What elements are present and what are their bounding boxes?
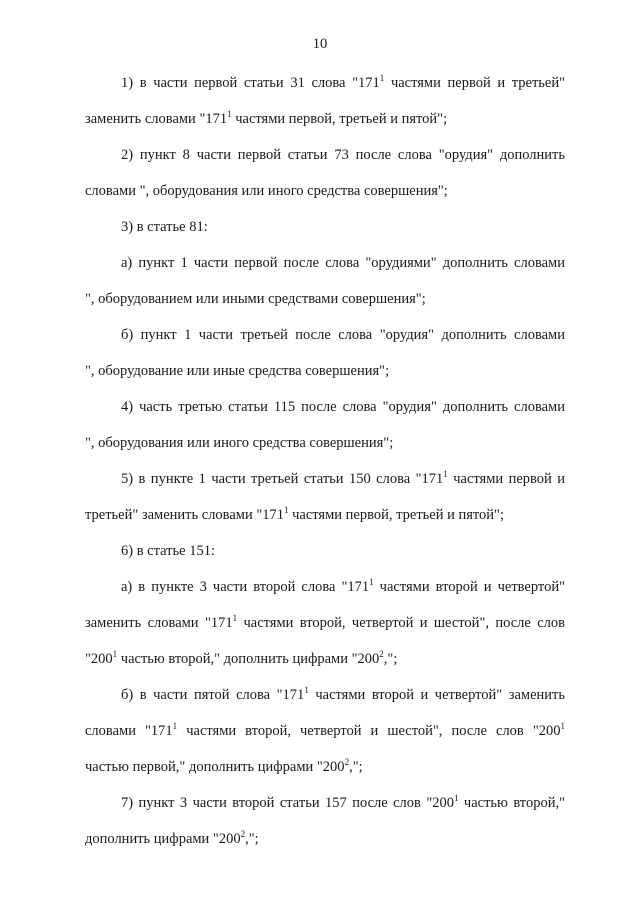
paragraph-line [121, 218, 208, 236]
superscript: 1 [369, 577, 374, 588]
paragraph-line [121, 686, 565, 704]
paragraph-line [121, 146, 565, 164]
superscript: 1 [227, 109, 232, 120]
text-run: дополнить цифрами "200 [85, 831, 241, 847]
paragraph-line [121, 542, 215, 560]
text-run: частями первой, третьей и пятой"; [231, 111, 448, 127]
text-run: 2) пункт 8 части первой статьи 73 после слова "орудия" дополнить [121, 147, 565, 163]
superscript: 1 [443, 469, 448, 480]
text-run: словами ", оборудования или иного средства совершения"; [85, 183, 448, 199]
text-run: а) в пункте 3 части второй слова "171 [121, 579, 370, 595]
text-run: ,"; [349, 759, 363, 775]
paragraph-line [121, 254, 565, 272]
paragraph-line [85, 362, 389, 380]
paragraph-line [85, 110, 447, 128]
text-run: ,"; [383, 651, 398, 667]
text-run: 4) часть третью статьи 115 после слова "орудия" дополнить словами [121, 399, 565, 415]
paragraph-line [121, 326, 565, 344]
page-number: 10 [312, 36, 328, 52]
text-run: заменить словами "171 [85, 615, 233, 631]
text-run: 1) в части первой статьи 31 слова "171 [121, 75, 380, 91]
text-run: частями второй и четвертой" заменить [308, 687, 565, 703]
text-run: 7) пункт 3 части второй статьи 157 после слов "200 [121, 795, 454, 811]
text-run: ", оборудованием или иными средствами совершения"; [85, 291, 426, 307]
text-run: частями второй и четвертой" [373, 579, 565, 595]
paragraph-line [85, 758, 363, 776]
text-run: частями второй, четвертой и шестой", после слов [237, 615, 565, 631]
text-run: частями первой, третьей и пятой"; [288, 507, 505, 523]
text-run: частями второй, четвертой и шестой", после слов "200 [177, 723, 561, 739]
paragraph-line [121, 74, 565, 92]
paragraph-line [85, 830, 259, 848]
paragraph-line [85, 614, 565, 632]
text-run: а) пункт 1 части первой после слова "орудиями" дополнить словами [121, 255, 565, 271]
superscript: 1 [560, 721, 565, 732]
superscript: 2 [379, 649, 384, 660]
text-run: частью первой," дополнить цифрами "200 [85, 759, 345, 775]
superscript: 1 [112, 649, 118, 660]
superscript: 2 [240, 829, 246, 840]
text-run: ", оборудование или иные средства совершения"; [85, 363, 390, 379]
text-run: ", оборудования или иного средства совершения"; [85, 435, 394, 451]
superscript: 1 [454, 793, 459, 804]
text-run: 5) в пункте 1 части третьей статьи 150 слова "171 [121, 471, 444, 487]
paragraph-line [121, 470, 565, 488]
superscript: 1 [232, 613, 238, 624]
superscript: 1 [304, 685, 309, 696]
paragraph-line [85, 434, 393, 452]
text-run: словами "171 [85, 723, 173, 739]
text-run: 6) в статье 151: [121, 543, 215, 559]
text-run: 3) в статье 81: [121, 219, 208, 235]
paragraph-line [121, 578, 565, 596]
text-run: частями первой и [447, 471, 565, 487]
paragraph-line [85, 722, 565, 740]
text-run: б) пункт 1 части третьей после слова "орудия" дополнить словами [121, 327, 565, 343]
text-run: заменить словами "171 [85, 111, 228, 127]
superscript: 1 [379, 73, 385, 84]
text-run: "200 [85, 651, 113, 667]
superscript: 2 [344, 757, 350, 768]
paragraph-line [85, 650, 397, 668]
superscript: 1 [284, 505, 289, 516]
text-run: третьей" заменить словами "171 [85, 507, 284, 523]
text-run: б) в части пятой слова "171 [121, 687, 305, 703]
paragraph-line [121, 794, 565, 812]
paragraph-line [85, 182, 448, 200]
paragraph-line [121, 398, 565, 416]
paragraph-line [85, 506, 504, 524]
text-run: ,"; [245, 831, 259, 847]
superscript: 1 [172, 721, 178, 732]
text-run: частью второй," дополнить цифрами "200 [117, 651, 380, 667]
text-run: частью второй," [458, 795, 566, 811]
text-run: частями первой и третьей" [384, 75, 566, 91]
paragraph-line [85, 290, 426, 308]
